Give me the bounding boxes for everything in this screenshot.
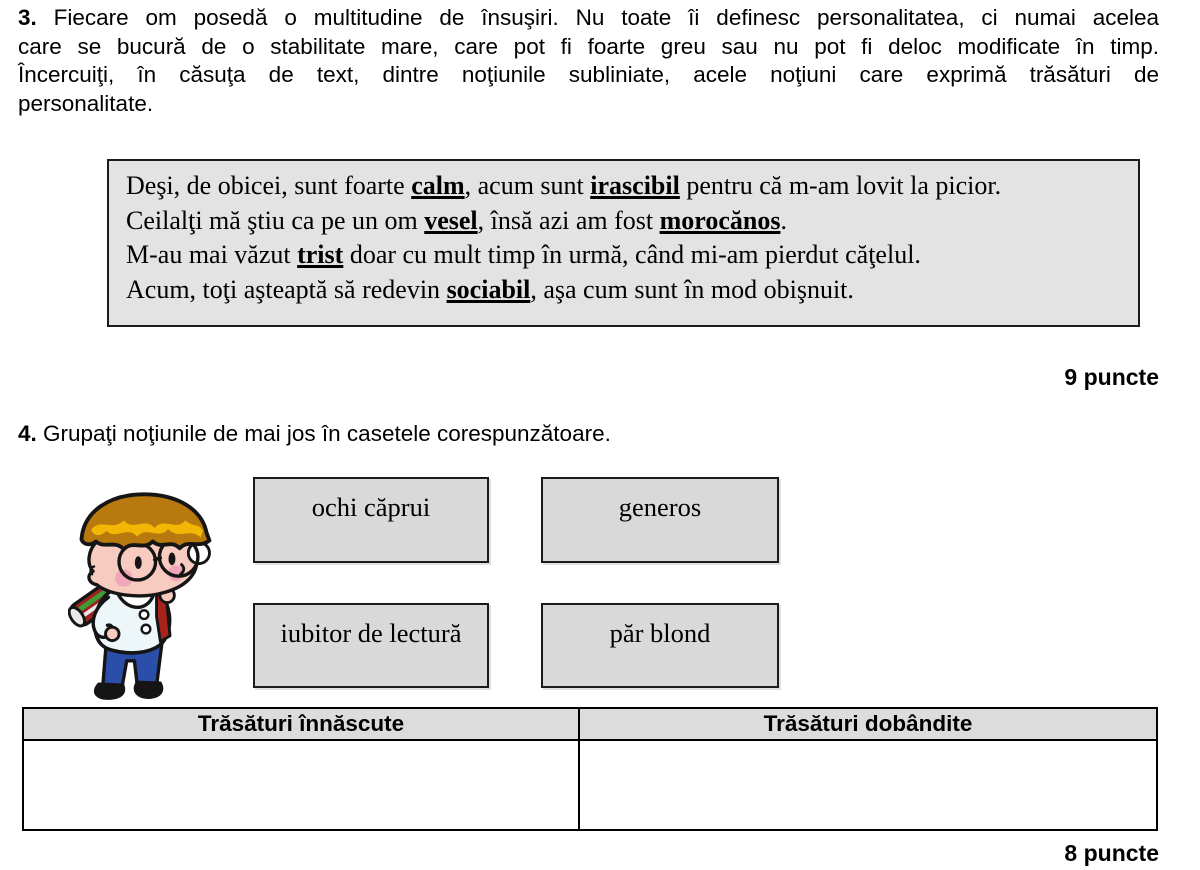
textbox-line — [126, 204, 1124, 239]
prompt-line — [18, 4, 1159, 33]
shoe-left — [95, 684, 123, 699]
prompt-line — [18, 61, 1159, 90]
exercise-3-textbox — [107, 159, 1140, 327]
prompt-text: Încercuiţi, în căsuţa de text, dintre noţiunile subliniate, acele noţiuni care exprimă trăsături de — [18, 62, 1159, 88]
textbox-text: Deşi, de obicei, sunt foarte — [126, 171, 412, 200]
underlined-notion: sociabil — [446, 274, 531, 304]
textbox-text: doar cu mult timp în urmă, când mi-am pierdut căţelul. — [343, 240, 921, 270]
textbox-line — [126, 238, 1124, 273]
table-header-innascute: Trăsături înnăscute — [24, 709, 580, 739]
prompt-text: Fiecare om posedă o multitudine de însuşiri. Nu toate îi definesc personalitatea, ci numai acelea — [36, 5, 1159, 30]
underlined-notion: vesel — [424, 205, 478, 235]
prompt-text: care se bucură de o stabilitate mare, care pot fi foarte greu sau nu pot fi deloc modificate în timp. — [18, 33, 1159, 59]
hair — [81, 494, 209, 549]
exercise-3-number: 3. — [18, 5, 37, 30]
underlined-notion: calm — [411, 171, 465, 200]
textbox-text: , însă azi am fost — [477, 205, 660, 235]
underlined-notion: irascibil — [590, 171, 680, 200]
exercise-3-points: 9 puncte — [1064, 364, 1159, 390]
button — [140, 610, 149, 619]
textbox-text: Acum, toţi aşteaptă să redevin — [126, 274, 447, 304]
button — [142, 625, 151, 634]
textbox-text: Ceilalţi mă ştiu ca pe un om — [126, 205, 425, 235]
exercise-3-prompt — [18, 4, 1159, 118]
prompt-line — [18, 90, 1159, 119]
notion-card-generos: generos — [541, 477, 779, 563]
left-hand — [106, 627, 119, 640]
table-cell-innascute — [24, 741, 580, 829]
textbox-text: M-au mai văzut — [126, 240, 298, 270]
textbox-text: , acum sunt — [464, 171, 591, 200]
eye — [168, 552, 175, 565]
exercise-4-points: 8 puncte — [1064, 840, 1159, 866]
schoolboy-illustration — [68, 477, 222, 708]
textbox-line — [126, 169, 1124, 204]
prompt-line — [18, 33, 1159, 62]
textbox-text: , aşa cum sunt în mod obişnuit. — [530, 274, 854, 304]
classification-table — [22, 707, 1158, 831]
table-body-row — [24, 741, 1156, 829]
underlined-notion: trist — [297, 240, 344, 270]
prompt-text: personalitate. — [18, 90, 154, 116]
table-cell-dobandite — [580, 741, 1156, 829]
notion-card-ochi-caprui: ochi căprui — [253, 477, 489, 563]
glasses-bridge — [155, 558, 161, 560]
notion-card-par-blond: păr blond — [541, 603, 779, 688]
underlined-notion: morocănos — [659, 205, 781, 235]
prompt-text: Grupaţi noţiunile de mai jos în casetele corespunzătoare. — [36, 421, 611, 446]
exercise-4-prompt — [18, 421, 611, 447]
table-header-dobandite: Trăsături dobândite — [763, 711, 973, 736]
exercise-4-number: 4. — [18, 421, 37, 446]
table-header-row — [24, 709, 1156, 741]
notion-card-iubitor-de-lectura: iubitor de lectură — [253, 603, 489, 688]
eye — [135, 556, 142, 569]
schoolboy-clipart-svg — [68, 477, 222, 708]
textbox-text: . — [780, 205, 787, 235]
textbox-line — [126, 273, 1124, 308]
shoe-right — [135, 682, 162, 697]
textbox-text: pentru că m-am lovit la picior. — [679, 171, 1002, 200]
